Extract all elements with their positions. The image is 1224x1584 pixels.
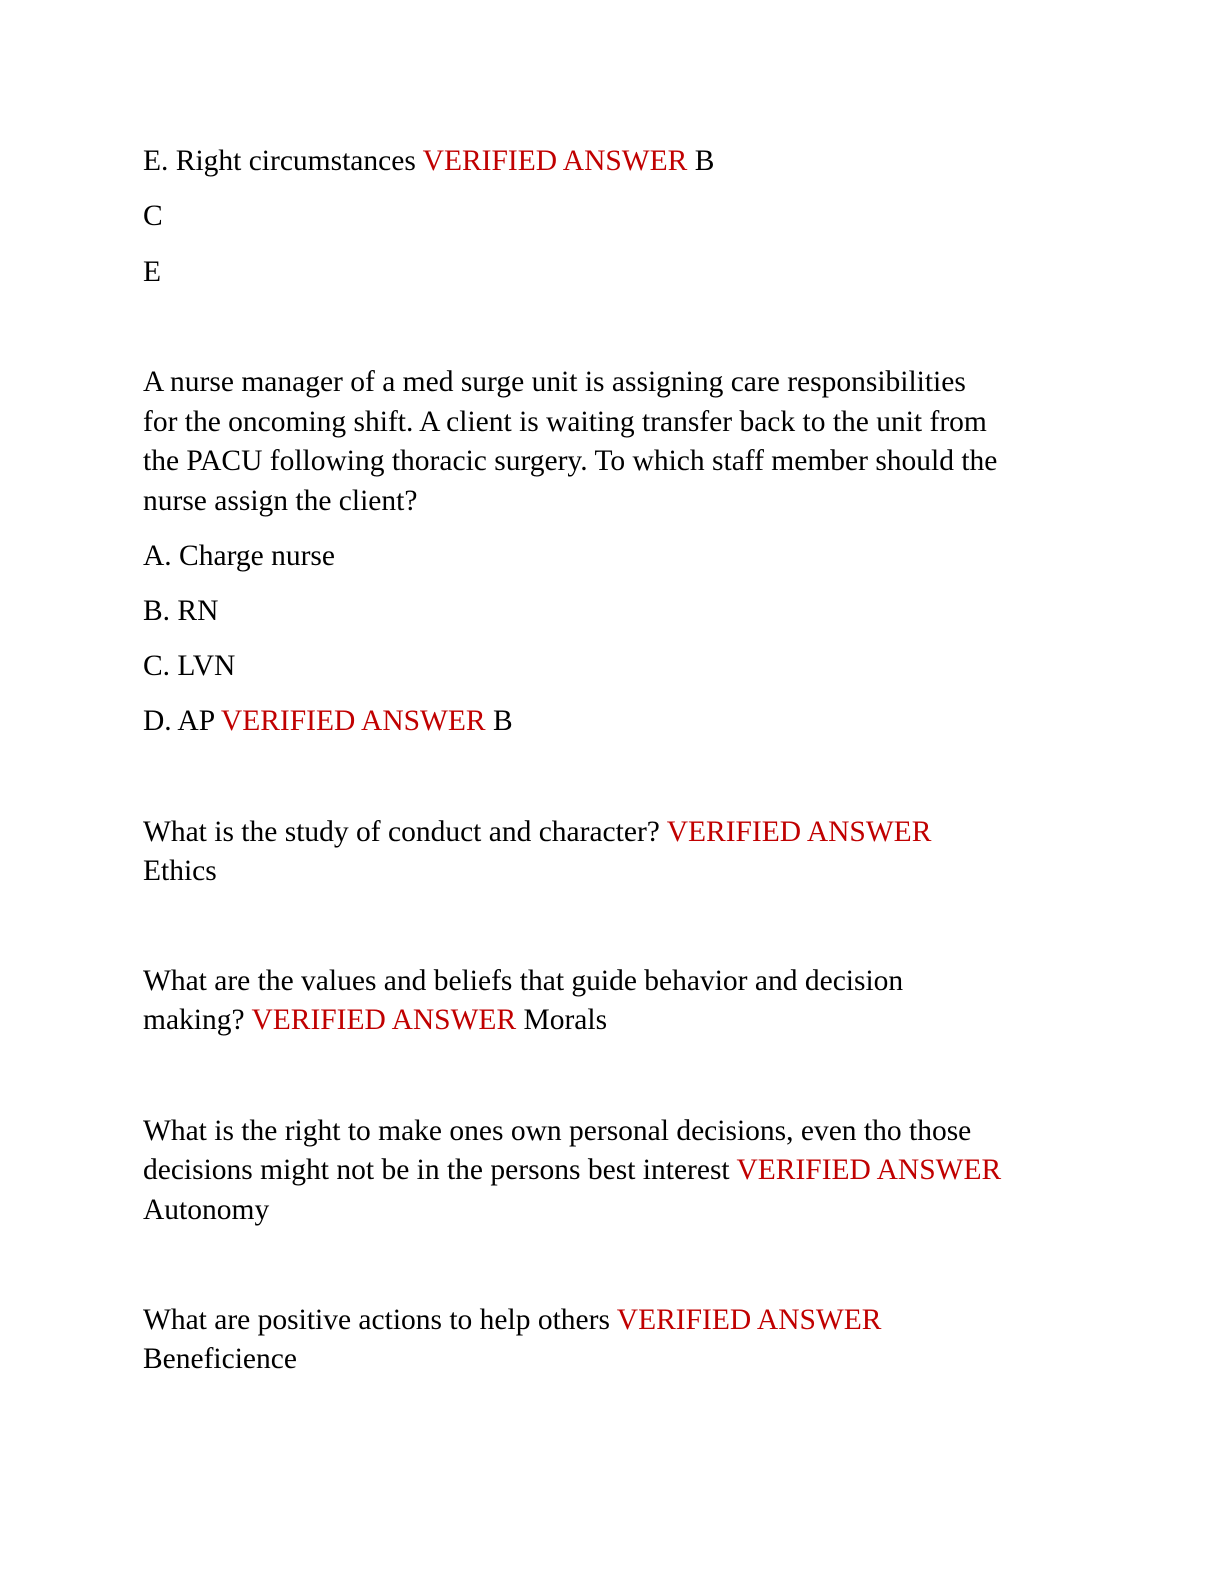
question-text: decisions might not be in the persons best interest: [143, 1154, 730, 1186]
question-text: for the oncoming shift. A client is waiting transfer back to the unit from: [143, 406, 987, 438]
verified-answer-label: VERIFIED ANSWER: [422, 145, 688, 177]
question-text: What is the study of conduct and character?: [143, 816, 660, 848]
option-e-line: [143, 147, 714, 177]
verified-answer-label: VERIFIED ANSWER: [616, 1304, 882, 1336]
question-line: [143, 1006, 607, 1036]
question-text: making?: [143, 1004, 245, 1036]
question-text: the PACU following thoracic surgery. To which staff member should the: [143, 445, 998, 477]
question-line: [143, 1306, 881, 1336]
option-c: C. LVN: [143, 650, 236, 682]
option-d-text: D. AP: [143, 705, 215, 737]
option-a: A. Charge nurse: [143, 540, 335, 572]
verified-answer-label: VERIFIED ANSWER: [736, 1154, 1002, 1186]
verified-answer-label: VERIFIED ANSWER: [666, 816, 932, 848]
verified-answer-label: VERIFIED ANSWER: [220, 705, 486, 737]
option-d-line: [143, 707, 513, 737]
question-text: nurse assign the client?: [143, 485, 418, 517]
question-text: A nurse manager of a med surge unit is assigning care responsibilities: [143, 366, 966, 398]
answer-line: E: [143, 256, 162, 288]
question-text: What is the right to make ones own personal decisions, even tho those: [143, 1115, 972, 1147]
answer-text: Autonomy: [143, 1194, 270, 1226]
verified-answer-label: VERIFIED ANSWER: [251, 1004, 517, 1036]
answer-text: B: [694, 145, 715, 177]
answer-text: Morals: [523, 1004, 608, 1036]
answer-text: B: [492, 705, 513, 737]
answer-text: Beneficience: [143, 1343, 297, 1375]
option-b: B. RN: [143, 595, 219, 627]
answer-text: Ethics: [143, 855, 217, 887]
question-line: [143, 818, 931, 848]
answer-line: C: [143, 200, 163, 232]
question-line: [143, 1156, 1001, 1186]
question-text: What are positive actions to help others: [143, 1304, 610, 1336]
option-e-text: E. Right circumstances: [143, 145, 416, 177]
question-text: What are the values and beliefs that guide behavior and decision: [143, 965, 904, 997]
